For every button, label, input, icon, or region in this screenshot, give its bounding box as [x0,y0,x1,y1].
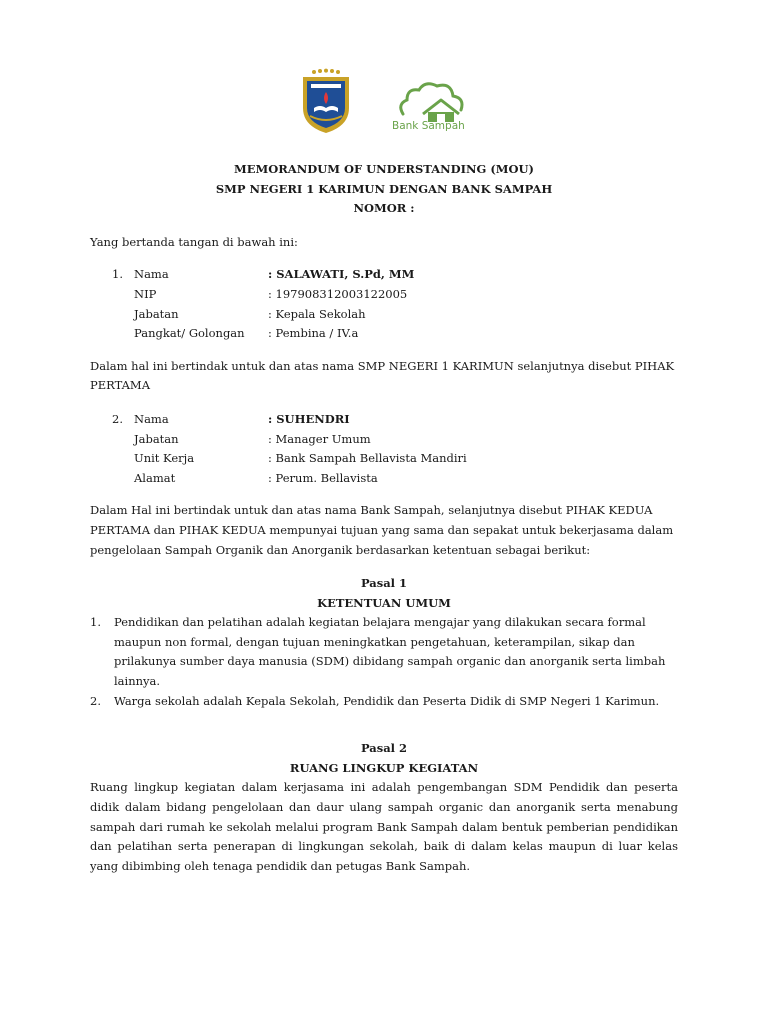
field-value: : 197908312003122005 [268,286,408,301]
field-label: Nama [134,411,169,426]
party-1-row [90,324,678,344]
field-value: : Manager Umum [268,431,371,446]
party-2-row [90,469,678,489]
party-1-row [90,265,678,285]
field-value: : Perum. Bellavista [268,470,378,485]
list-item [90,613,678,691]
field-value: : Pembina / IV.a [268,326,359,341]
school-crest-icon [300,68,352,134]
pasal-2-body: Ruang lingkup kegiatan dalam kerjasama ini adalah pengembangan SDM Pendidik dan peserta didik dalam bidang pengelolaan dan daur ulang sampah organic dan anorganik serta menabung sampah dari rumah ke sekolah melalui program Bank Sampah dalam bentuk pemberian pendidikan dan pelatihan serta penerapan di lingkungan sekolah, baik di dalam kelas maupun di luar kelas yang dibimbing oleh tenaga pendidik dan petugas Bank Sampah. [90,780,678,873]
party-2-row [90,410,678,430]
field-label: Nama [134,267,169,282]
pasal-1-heading: Pasal 1 [360,576,408,591]
intro-text: Yang bertanda tangan di bawah ini: [90,234,298,249]
field-value: : Kepala Sekolah [268,306,366,321]
bank-sampah-logo-label: Bank Sampah [392,120,465,132]
pasal-2-subheading: RUANG LINGKUP KEGIATAN [289,760,479,775]
party-2-statement: Dalam Hal ini bertindak untuk dan atas nama Bank Sampah, selanjutnya disebut PIHAK KEDUA PERTAMA dan PIHAK KEDUA mempunyai tujuan yang sama dan sepakat untuk bekerjasama dalam pengelolaan Sampah Organik dan Anorganik berdasarkan ketentuan sebagai berikut: [90,503,674,557]
field-label: Pangkat/ Golongan [134,326,245,341]
title-line-1: MEMORANDUM OF UNDERSTANDING (MOU) [233,162,534,176]
party-1-fields [90,265,678,343]
field-label: Unit Kerja [134,451,195,466]
party-2-row [90,449,678,469]
party-2-fields [90,410,678,488]
party-1-number: 1. [112,267,123,282]
title-line-3: NOMOR : [353,201,415,216]
list-item-number: 2. [90,693,101,708]
document-title [90,160,678,219]
party-1-row [90,285,678,305]
pasal-2-heading: Pasal 2 [360,741,408,756]
field-label: Jabatan [134,306,179,321]
list-item [90,692,678,712]
field-value: : SUHENDRI [268,411,350,426]
pasal-1-subheading: KETENTUAN UMUM [317,595,451,610]
field-value: : SALAWATI, S.Pd, MM [268,267,415,282]
field-label: NIP [134,286,157,301]
field-label: Alamat [134,470,176,485]
pasal-1-list [90,613,678,711]
list-item-text: Warga sekolah adalah Kepala Sekolah, Pendidik dan Peserta Didik di SMP Negeri 1 Karimun. [114,693,660,708]
document-body [90,160,678,876]
list-item-number: 1. [90,615,101,630]
list-item-text: Pendidikan dan pelatihan adalah kegiatan belajara mengajar yang dilakukan secara formal maupun non formal, dengan tujuan meningkatkan pengetahuan, keterampilan, sikap dan prilakunya sumber daya manusia (SDM) dibidang sampah organic dan anorganik serta limbah lainnya. [114,615,666,689]
party-1-statement: Dalam hal ini bertindak untuk dan atas nama SMP NEGERI 1 KARIMUN selanjutnya disebut PIHAK PERTAMA [90,358,675,393]
party-2-number: 2. [112,411,123,426]
field-value: : Bank Sampah Bellavista Mandiri [268,451,467,466]
title-line-2: SMP NEGERI 1 KARIMUN DENGAN BANK SAMPAH [215,181,553,196]
header-logos [0,68,768,138]
party-2-row [90,430,678,450]
field-label: Jabatan [134,431,179,446]
party-1-row [90,305,678,325]
